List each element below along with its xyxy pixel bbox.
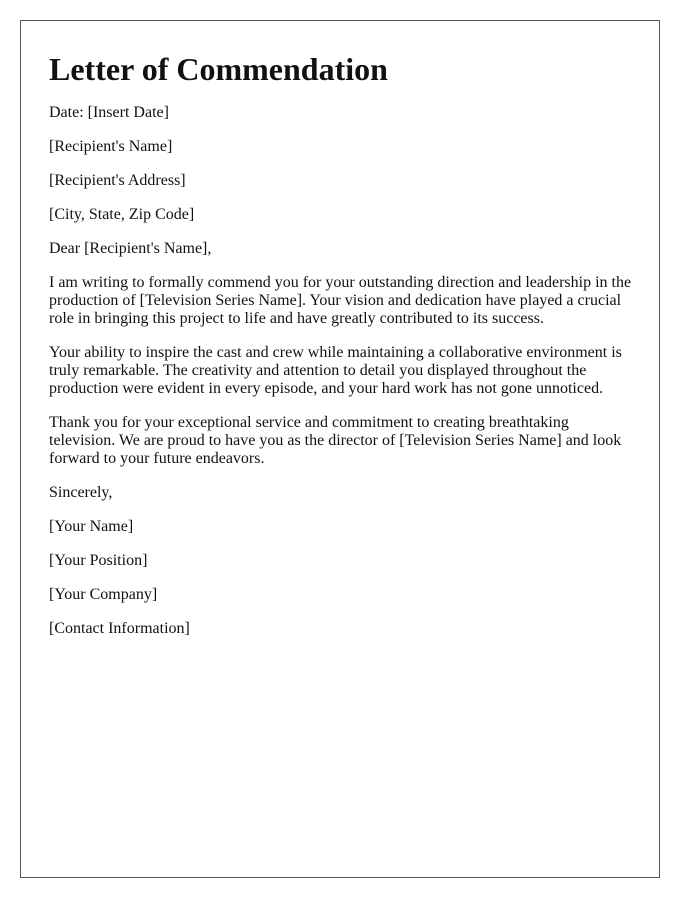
- sender-contact: [Contact Information]: [49, 620, 190, 637]
- body-paragraph-1: I am writing to formally commend you for your outstanding direction and leadership in the production of [Television Series Name]. Your vision and dedication have played a crucial role in bringing this project to life and have greatly contributed to its success.: [49, 274, 632, 327]
- letter-page: [20, 20, 660, 878]
- body-paragraph-3: Thank you for your exceptional service and commitment to creating breathtaking television. We are proud to have you as the director of [Television Series Name] and look forward to your future endeavors.: [49, 414, 622, 467]
- sender-company: [Your Company]: [49, 586, 158, 603]
- salutation: Dear [Recipient's Name],: [49, 240, 212, 257]
- body-paragraph-2: Your ability to inspire the cast and crew while maintaining a collaborative environment is truly remarkable. The creativity and attention to detail you displayed throughout the production were evident in every episode, and your hard work has not gone unnoticed.: [49, 344, 622, 397]
- letter-content: [49, 51, 639, 654]
- date-line: Date: [Insert Date]: [49, 104, 169, 121]
- recipient-name: [Recipient's Name]: [49, 138, 173, 155]
- closing: Sincerely,: [49, 484, 113, 501]
- sender-name: [Your Name]: [49, 518, 134, 535]
- letter-title: Letter of Commendation: [49, 51, 388, 87]
- sender-position: [Your Position]: [49, 552, 148, 569]
- recipient-address: [Recipient's Address]: [49, 172, 186, 189]
- city-state-zip: [City, State, Zip Code]: [49, 206, 195, 223]
